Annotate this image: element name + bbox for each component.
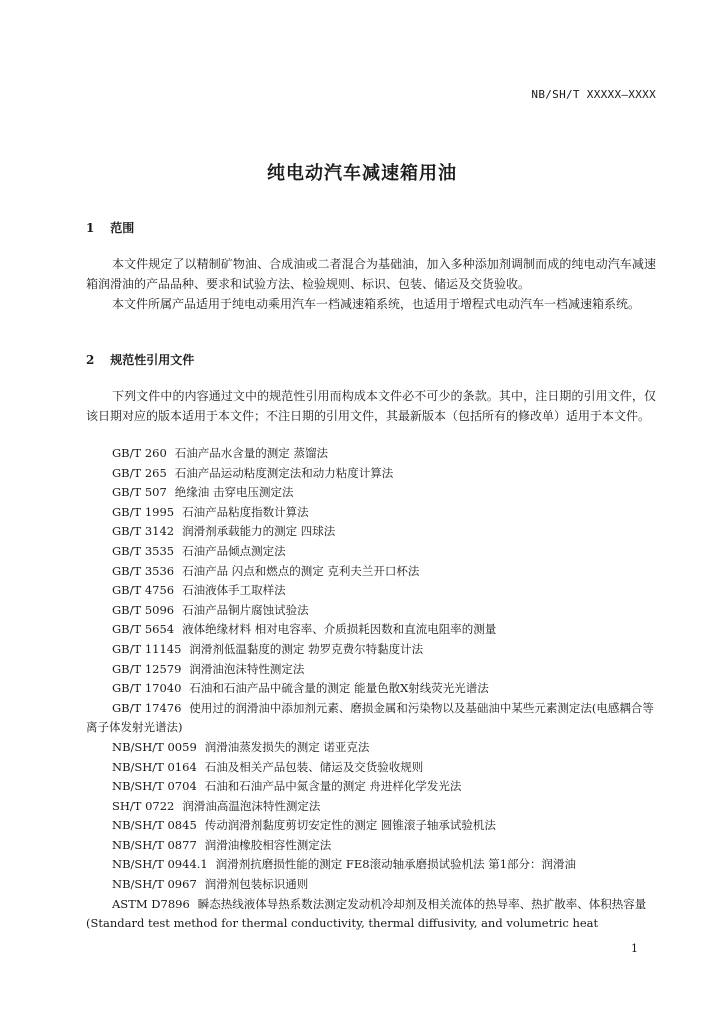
reference-item [86, 895, 658, 934]
reference-title: 液体绝缘材料 相对电容率、介质损耗因数和直流电阻率的测量 [182, 622, 497, 637]
reference-item [86, 797, 658, 817]
reference-item [86, 679, 658, 699]
reference-item [86, 875, 658, 895]
reference-title: 润滑油橡胶相容性测定法 [204, 837, 332, 852]
reference-item [86, 836, 658, 856]
reference-code: NB/SH/T 0845 [112, 818, 197, 833]
scope-paragraph-2: 本文件所属产品适用于纯电动乘用汽车一档减速箱系统，也适用于增程式电动汽车一档减速箱系统。 [112, 297, 641, 311]
scope-paragraph-1: 本文件规定了以精制矿物油、合成油或二者混合为基础油，加入多种添加剂调制而成的纯电动汽车减速箱润滑油的产品品种、要求和试验方法、检验规则、标识、包装、储运及交货验收。 [86, 257, 656, 291]
reference-title: 润滑油高温泡沫特性测定法 [182, 798, 321, 813]
reference-code: GB/T 5654 [112, 622, 175, 637]
reference-title: 石油产品 闪点和燃点的测定 克利夫兰开口杯法 [182, 563, 420, 578]
reference-title: 石油和石油产品中硫含量的测定 能量色散X射线荧光光谱法 [189, 681, 489, 696]
reference-item [86, 444, 658, 464]
section-number: 2 [86, 353, 95, 367]
section-number: 1 [86, 221, 95, 235]
reference-item [86, 699, 658, 738]
reference-title: 润滑剂承载能力的测定 四球法 [182, 524, 336, 539]
reference-item [86, 503, 658, 523]
reference-title: 润滑剂包装标识通则 [204, 877, 309, 892]
reference-code: GB/T 11145 [112, 641, 182, 656]
reference-title: 石油产品铜片腐蚀试验法 [182, 602, 309, 617]
reference-code: NB/SH/T 0704 [112, 779, 197, 794]
reference-title: 绝缘油 击穿电压测定法 [174, 485, 294, 500]
reference-code: GB/T 12579 [112, 661, 182, 676]
document-title: 纯电动汽车减速箱用油 [267, 163, 457, 184]
reference-code: GB/T 4756 [112, 583, 175, 598]
reference-code: GB/T 260 [112, 446, 167, 460]
reference-title: 润滑剂低温黏度的测定 勃罗克费尔特黏度计法 [189, 641, 424, 656]
section-title: 范围 [110, 221, 135, 235]
reference-item [86, 620, 658, 640]
reference-title: 石油产品水含量的测定 蒸馏法 [174, 446, 328, 460]
reference-title: 润滑剂抗磨损性能的测定 FE8滚动轴承磨损试验机法 第1部分：润滑油 [215, 857, 577, 872]
reference-list [86, 444, 658, 934]
reference-item [86, 640, 658, 660]
reference-code: NB/SH/T 0944.1 [112, 857, 208, 872]
reference-item [86, 464, 658, 484]
reference-item [86, 542, 658, 562]
reference-item [86, 660, 658, 680]
reference-code: GB/T 3536 [112, 563, 175, 578]
reference-item [86, 562, 658, 582]
reference-title: 石油产品运动粘度测定法和动力粘度计算法 [174, 465, 394, 480]
reference-code: GB/T 507 [112, 485, 167, 500]
reference-code: SH/T 0722 [112, 798, 175, 813]
reference-title: 瞬态热线液体导热系数法测定发动机冷却剂及相关流体的热导率、热扩散率、体积热容量(Standard test method for thermal conductivity, thermal diffusivity, and volumetric heat [86, 896, 647, 931]
reference-title: 润滑油泡沫特性测定法 [189, 661, 305, 676]
reference-code: GB/T 17040 [112, 681, 182, 696]
reference-code: GB/T 3535 [112, 543, 175, 558]
reference-code: NB/SH/T 0877 [112, 837, 197, 852]
normative-intro-paragraph: 下列文件中的内容通过文中的规范性引用而构成本文件必不可少的条款。其中，注日期的引用文件，仅该日期对应的版本适用于本文件；不注日期的引用文件，其最新版本（包括所有的修改单）适用于本文件。 [86, 389, 656, 423]
reference-code: GB/T 1995 [112, 504, 175, 519]
reference-code: NB/SH/T 0967 [112, 877, 197, 892]
reference-code: GB/T 17476 [112, 700, 182, 715]
reference-code: ASTM D7896 [112, 896, 190, 911]
reference-item [86, 777, 658, 797]
reference-item [86, 522, 658, 542]
reference-title: 润滑油蒸发损失的测定 诺亚克法 [204, 739, 370, 754]
reference-code: NB/SH/T 0059 [112, 739, 197, 754]
reference-item [86, 816, 658, 836]
reference-title: 石油产品粘度指数计算法 [182, 504, 309, 519]
reference-title: 使用过的润滑油中添加剂元素、磨损金属和污染物以及基础油中某些元素测定法(电感耦合等离子体发射光谱法) [86, 700, 654, 735]
reference-item [86, 855, 658, 875]
reference-code: GB/T 3142 [112, 524, 175, 539]
reference-title: 石油产品倾点测定法 [182, 543, 286, 558]
reference-code: GB/T 5096 [112, 602, 175, 617]
section-2-heading [86, 351, 194, 368]
page-number: 1 [631, 942, 638, 955]
reference-code: GB/T 265 [112, 465, 167, 480]
reference-title: 石油和石油产品中氮含量的测定 舟进样化学发光法 [204, 779, 462, 794]
reference-item [86, 738, 658, 758]
reference-code: NB/SH/T 0164 [112, 759, 197, 774]
reference-item [86, 601, 658, 621]
reference-title: 传动润滑剂黏度剪切安定性的测定 圆锥滚子轴承试验机法 [204, 818, 496, 833]
section-1-heading [86, 219, 134, 236]
reference-title: 石油液体手工取样法 [182, 583, 286, 598]
reference-title: 石油及相关产品包装、储运及交货验收规则 [204, 759, 424, 774]
reference-item [86, 483, 658, 503]
reference-item [86, 758, 658, 778]
document-code: NB/SH/T XXXXX—XXXX [531, 88, 656, 101]
section-title: 规范性引用文件 [110, 353, 195, 367]
reference-item [86, 581, 658, 601]
